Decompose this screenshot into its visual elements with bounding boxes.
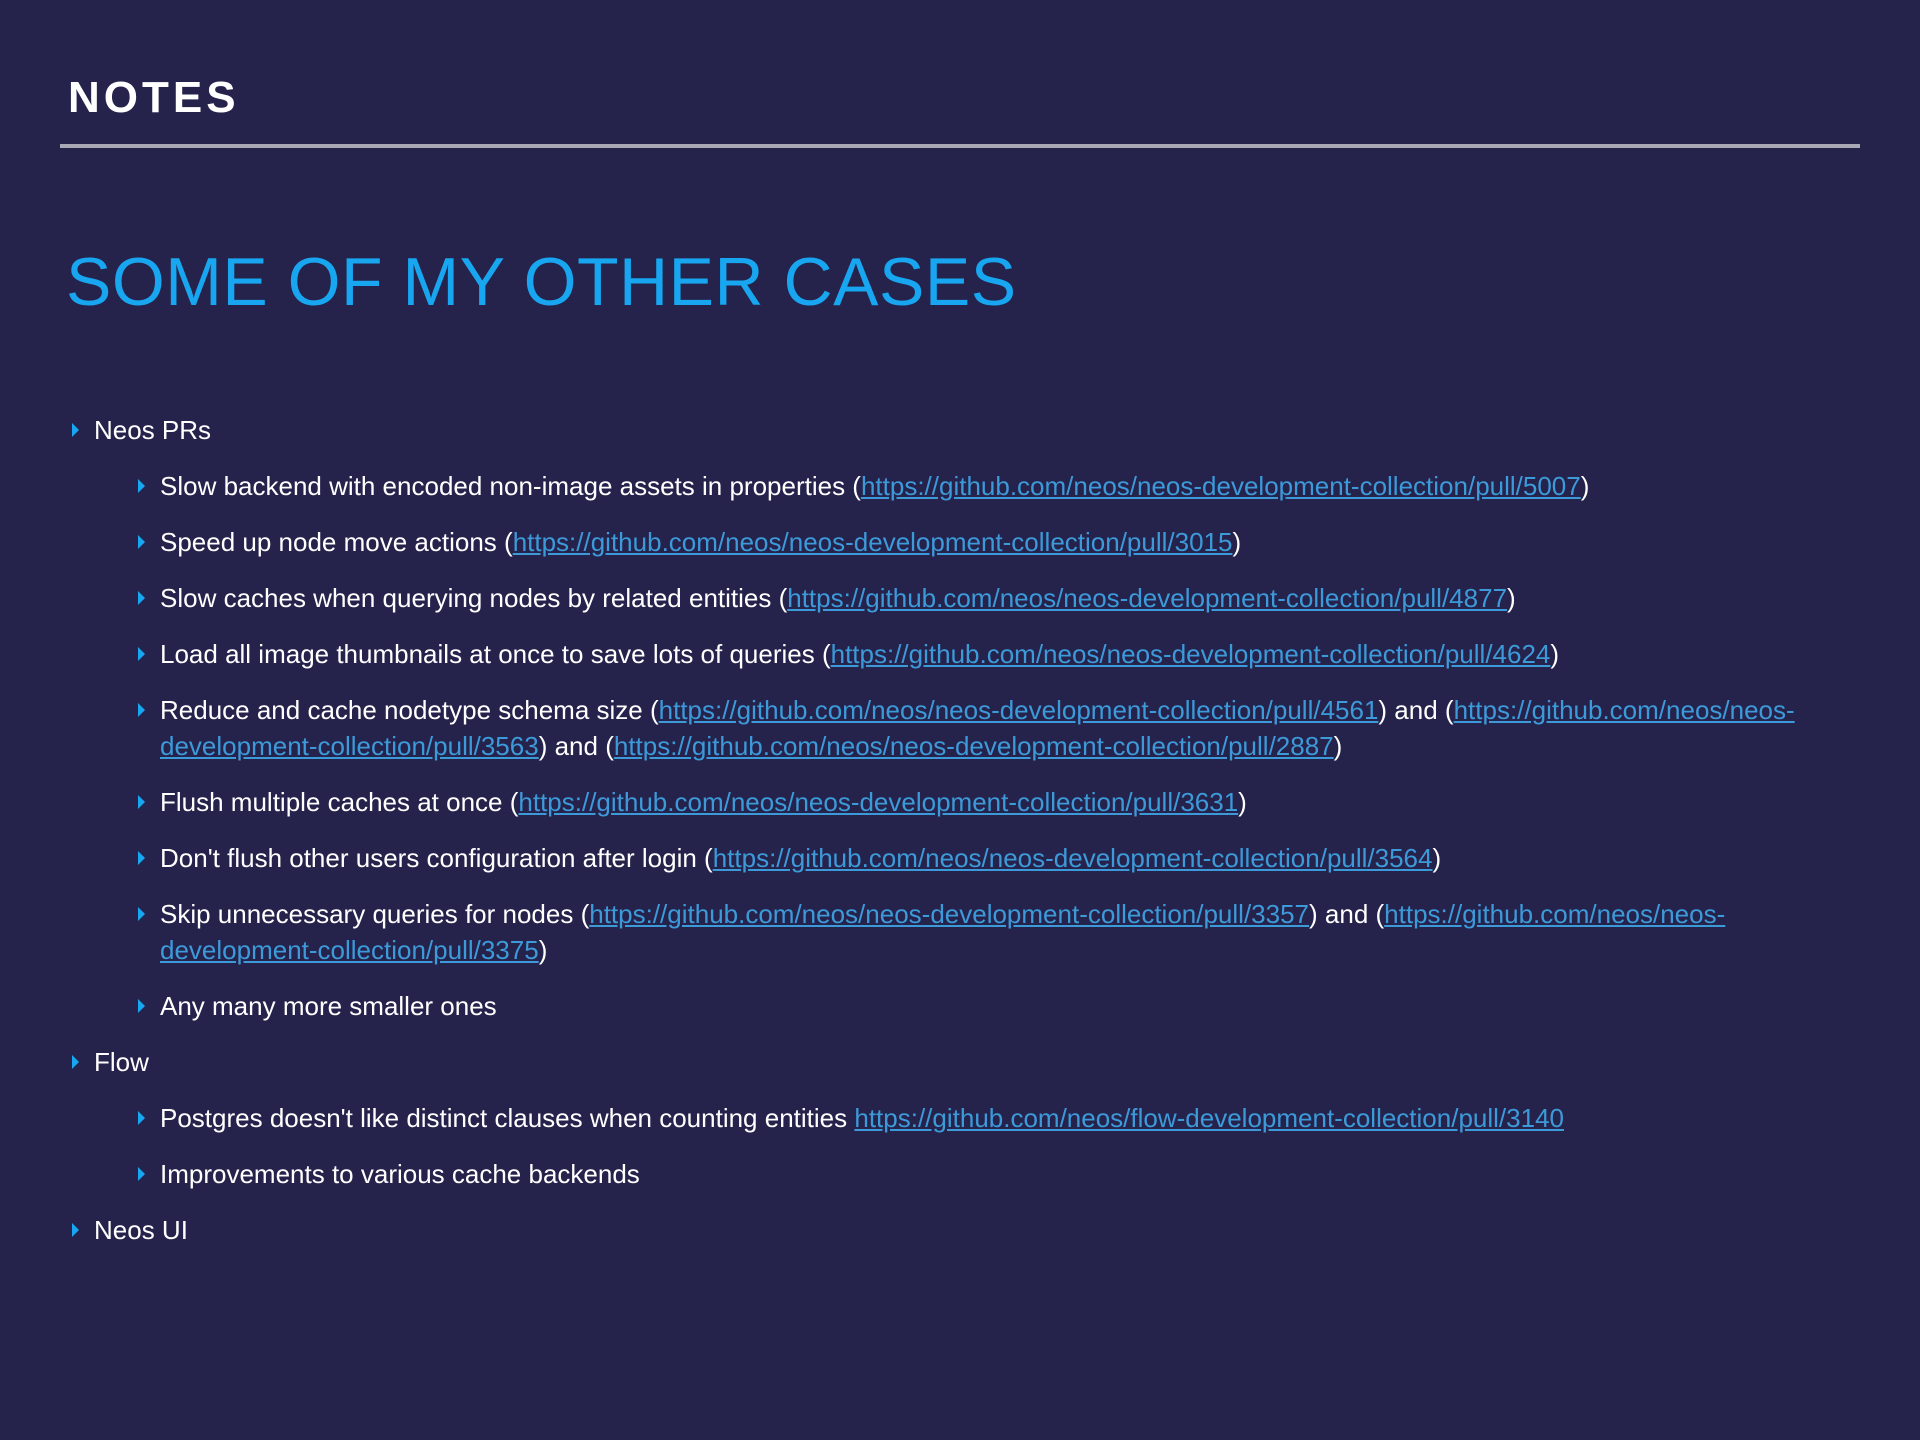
item-text: ) — [538, 935, 548, 965]
header-divider — [60, 144, 1860, 148]
item-text: ) and ( — [1378, 695, 1454, 725]
header-title: NOTES — [68, 73, 240, 122]
item-text: ) and ( — [1309, 899, 1385, 929]
item-text: Flush multiple caches at once ( — [160, 787, 519, 817]
pr-link[interactable]: https://github.com/neos/flow-development-collection/pull/3140 — [854, 1103, 1564, 1133]
sub-list-item — [160, 636, 1880, 672]
pr-link[interactable]: https://github.com/neos/neos-development-collection/pull/3563 — [160, 695, 1795, 761]
sub-list-item — [160, 840, 1880, 876]
triangle-bullet-icon — [138, 591, 145, 605]
item-text: Slow backend with encoded non-image assets in properties ( — [160, 471, 861, 501]
sub-list-item — [160, 784, 1880, 820]
list-item-neos-ui — [68, 1212, 1808, 1248]
list-item-neos-prs — [68, 412, 1808, 448]
item-text: ) — [1232, 527, 1242, 557]
item-text: ) and ( — [538, 731, 614, 761]
item-text: ) — [1507, 583, 1516, 613]
sub-list-item — [160, 524, 1880, 560]
sub-list-item — [160, 468, 1880, 504]
item-text: Any many more smaller ones — [160, 991, 497, 1021]
pr-link[interactable]: https://github.com/neos/neos-development-collection/pull/3357 — [589, 899, 1310, 929]
triangle-bullet-icon — [138, 535, 145, 549]
item-text: ) — [1580, 471, 1590, 501]
triangle-bullet-icon — [138, 907, 145, 921]
item-text: Improvements to various cache backends — [160, 1159, 640, 1189]
item-text: Skip unnecessary queries for nodes ( — [160, 899, 590, 929]
item-text: ) — [1238, 787, 1247, 817]
pr-link[interactable]: https://github.com/neos/neos-development-collection/pull/3375 — [160, 899, 1726, 965]
bullet-list — [68, 412, 1808, 1268]
item-text: ) — [1550, 639, 1560, 669]
triangle-bullet-icon — [138, 647, 145, 661]
triangle-bullet-icon — [138, 479, 145, 493]
item-text: Speed up node move actions ( — [160, 527, 513, 557]
pr-link[interactable]: https://github.com/neos/neos-development-collection/pull/4561 — [658, 695, 1379, 725]
pr-link[interactable]: https://github.com/neos/neos-development-collection/pull/4624 — [830, 639, 1551, 669]
triangle-bullet-icon — [138, 851, 145, 865]
pr-link[interactable]: https://github.com/neos/neos-development-collection/pull/3564 — [712, 843, 1433, 873]
triangle-bullet-icon — [138, 795, 145, 809]
triangle-bullet-icon — [138, 999, 145, 1013]
sub-list-item — [160, 692, 1880, 764]
pr-link[interactable]: https://github.com/neos/neos-development-collection/pull/2887 — [613, 731, 1334, 761]
pr-link[interactable]: https://github.com/neos/neos-development-collection/pull/3015 — [512, 527, 1233, 557]
triangle-bullet-icon — [138, 703, 145, 717]
pr-link[interactable]: https://github.com/neos/neos-development-collection/pull/4877 — [787, 583, 1508, 613]
list-item-flow — [68, 1044, 1808, 1080]
list-item-label: Neos PRs — [94, 415, 212, 445]
item-text: ) — [1432, 843, 1442, 873]
item-text: Slow caches when querying nodes by related entities ( — [160, 583, 788, 613]
sub-list-item — [160, 1100, 1880, 1136]
sub-list-item — [160, 988, 1880, 1024]
sub-list-item — [160, 896, 1880, 968]
item-text: Postgres doesn't like distinct clauses when counting entities — [160, 1103, 855, 1133]
triangle-bullet-icon — [138, 1167, 145, 1181]
slide-title: SOME OF MY OTHER CASES — [66, 244, 1017, 320]
triangle-bullet-icon — [72, 1223, 79, 1237]
sub-list-item — [160, 1156, 1880, 1192]
list-item-label: Neos UI — [94, 1215, 188, 1245]
triangle-bullet-icon — [72, 1055, 79, 1069]
pr-link[interactable]: https://github.com/neos/neos-development-collection/pull/3631 — [518, 787, 1239, 817]
item-text: Don't flush other users configuration after login ( — [160, 843, 713, 873]
triangle-bullet-icon — [138, 1111, 145, 1125]
sub-list-item — [160, 580, 1880, 616]
item-text: ) — [1333, 731, 1343, 761]
pr-link[interactable]: https://github.com/neos/neos-development-collection/pull/5007 — [860, 471, 1581, 501]
item-text: Load all image thumbnails at once to save lots of queries ( — [160, 639, 831, 669]
list-item-label: Flow — [94, 1047, 149, 1077]
triangle-bullet-icon — [72, 423, 79, 437]
item-text: Reduce and cache nodetype schema size ( — [160, 695, 659, 725]
